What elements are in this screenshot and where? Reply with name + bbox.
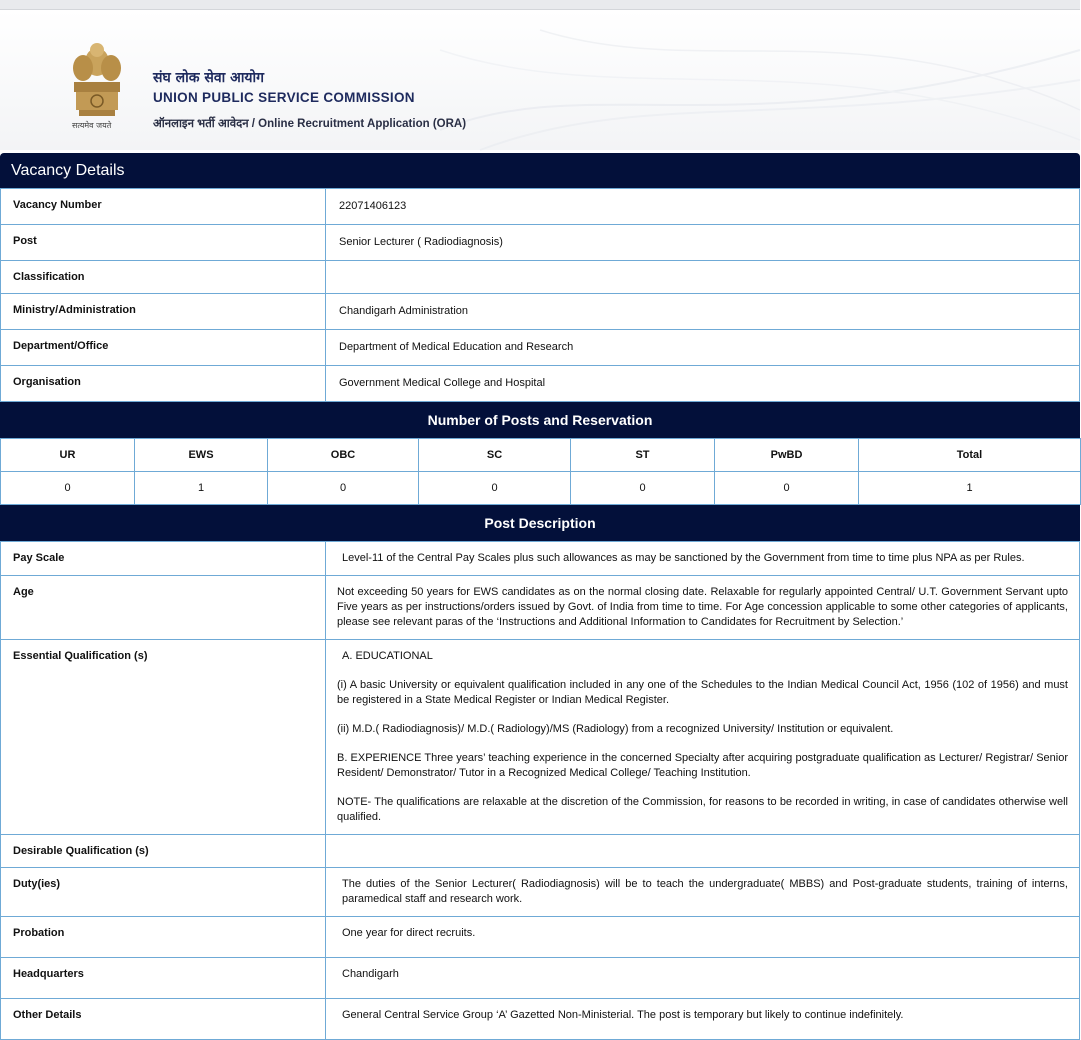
row-label: Other Details bbox=[1, 999, 326, 1040]
classification-value bbox=[326, 261, 1080, 294]
row-label: Vacancy Number bbox=[1, 189, 326, 225]
essential-para: (i) A basic University or equivalent qualification included in any one of the Schedules to the Indian Medical Council Act, 1956 (102 of 1956) and must be registered in a State Medical Register or Indian Medical Register. bbox=[337, 679, 1068, 706]
row-label: Age bbox=[1, 576, 326, 640]
commission-name: UNION PUBLIC SERVICE COMMISSION bbox=[153, 90, 415, 105]
row-label: Organisation bbox=[1, 366, 326, 402]
probation-value bbox=[326, 917, 1080, 958]
vacancy-page bbox=[0, 153, 1080, 1040]
table-row bbox=[1, 640, 1080, 835]
row-label: Probation bbox=[1, 917, 326, 958]
emblem-motto: सत्यमेव जयते bbox=[72, 121, 112, 130]
table-row bbox=[1, 225, 1080, 261]
ministry-value: Chandigarh Administration bbox=[326, 294, 1080, 330]
post-value: Senior Lecturer ( Radiodiagnosis) bbox=[326, 225, 1080, 261]
table-row bbox=[1, 542, 1080, 576]
col-header-obc: OBC bbox=[268, 439, 419, 472]
organisation-value: Government Medical College and Hospital bbox=[326, 366, 1080, 402]
essential-qualification-value bbox=[326, 640, 1080, 835]
department-value: Department of Medical Education and Research bbox=[326, 330, 1080, 366]
other-details-text: General Central Service Group ‘A’ Gazetted Non-Ministerial. The post is temporary but likely to continue indefinitely. bbox=[342, 1009, 904, 1021]
vacancy-table bbox=[0, 188, 1080, 402]
row-label: Essential Qualification (s) bbox=[1, 640, 326, 835]
table-row bbox=[1, 999, 1080, 1040]
row-label: Classification bbox=[1, 261, 326, 294]
row-label: Duty(ies) bbox=[1, 868, 326, 917]
count-st: 0 bbox=[571, 472, 715, 505]
col-header-pwbd: PwBD bbox=[715, 439, 859, 472]
table-row bbox=[1, 261, 1080, 294]
hindi-commission-name: संघ लोक सेवा आयोग bbox=[153, 70, 265, 86]
age-value bbox=[326, 576, 1080, 640]
post-description-title: Post Description bbox=[0, 505, 1080, 541]
duties-text: The duties of the Senior Lecturer( Radiodiagnosis) will be to teach the undergraduate( MBBS) and Post-graduate students, training of interns, paramedical staff and research work. bbox=[342, 878, 1068, 905]
count-pwbd: 0 bbox=[715, 472, 859, 505]
count-total: 1 bbox=[859, 472, 1081, 505]
post-description-table bbox=[0, 541, 1080, 1040]
reservation-table bbox=[0, 438, 1081, 505]
col-header-total: Total bbox=[859, 439, 1081, 472]
headquarters-text: Chandigarh bbox=[342, 968, 399, 980]
section-title-vacancy: Vacancy Details bbox=[0, 153, 1080, 188]
upsc-header bbox=[0, 10, 1080, 150]
essential-para: B. EXPERIENCE Three years’ teaching experience in the concerned Specialty after acquiring postgraduate qualification as Lecturer/ Registrar/ Senior Resident/ Demonstrator/ Tutor in a Recognized Medical College/ Teaching Institution. bbox=[337, 752, 1068, 779]
table-row bbox=[1, 835, 1080, 868]
headquarters-value bbox=[326, 958, 1080, 999]
count-ur: 0 bbox=[1, 472, 135, 505]
col-header-ur: UR bbox=[1, 439, 135, 472]
row-label: Post bbox=[1, 225, 326, 261]
count-ews: 1 bbox=[135, 472, 268, 505]
essential-para: NOTE- The qualifications are relaxable at the discretion of the Commission, for reasons to be recorded in writing, in case of candidates otherwise well qualified. bbox=[337, 796, 1068, 823]
row-label: Department/Office bbox=[1, 330, 326, 366]
desirable-qualification-value bbox=[326, 835, 1080, 868]
table-row bbox=[1, 189, 1080, 225]
row-label: Headquarters bbox=[1, 958, 326, 999]
table-row bbox=[1, 576, 1080, 640]
pay-scale-text: Level-11 of the Central Pay Scales plus such allowances as may be sanctioned by the Government from time to time plus NPA as per Rules. bbox=[342, 552, 1025, 564]
count-obc: 0 bbox=[268, 472, 419, 505]
reservation-title: Number of Posts and Reservation bbox=[0, 402, 1080, 438]
row-label: Pay Scale bbox=[1, 542, 326, 576]
other-details-value bbox=[326, 999, 1080, 1040]
table-row bbox=[1, 294, 1080, 330]
header-swirl-decoration bbox=[440, 10, 1080, 150]
vacancy-number: 22071406123 bbox=[326, 189, 1080, 225]
pay-scale-value bbox=[326, 542, 1080, 576]
col-header-sc: SC bbox=[419, 439, 571, 472]
age-text: Not exceeding 50 years for EWS candidates as on the normal closing date. Relaxable for regularly appointed Central/ U.T. Government Servant upto Five years as per instructions/orders issued by Govt. of India from time to time. For Age concession applicable to some other categories of applicants, please see relevant paras of the ‘Instructions and Additional Information to Candidates for Recruitment by Selection.’ bbox=[337, 586, 1068, 628]
table-row bbox=[1, 472, 1081, 505]
duties-value bbox=[326, 868, 1080, 917]
row-label: Desirable Qualification (s) bbox=[1, 835, 326, 868]
essential-para: (ii) M.D.( Radiodiagnosis)/ M.D.( Radiology)/MS (Radiology) from a recognized University/ Institution or equivalent. bbox=[337, 723, 894, 735]
probation-text: One year for direct recruits. bbox=[342, 927, 476, 939]
col-header-st: ST bbox=[571, 439, 715, 472]
table-row bbox=[1, 439, 1081, 472]
table-row bbox=[1, 330, 1080, 366]
table-row bbox=[1, 366, 1080, 402]
ora-subtitle: ऑनलाइन भर्ती आवेदन / Online Recruitment Application (ORA) bbox=[153, 118, 467, 130]
table-row bbox=[1, 917, 1080, 958]
table-row bbox=[1, 868, 1080, 917]
table-row bbox=[1, 958, 1080, 999]
essential-para: A. EDUCATIONAL bbox=[342, 650, 433, 662]
row-label: Ministry/Administration bbox=[1, 294, 326, 330]
col-header-ews: EWS bbox=[135, 439, 268, 472]
browser-top-strip bbox=[0, 0, 1080, 10]
count-sc: 0 bbox=[419, 472, 571, 505]
